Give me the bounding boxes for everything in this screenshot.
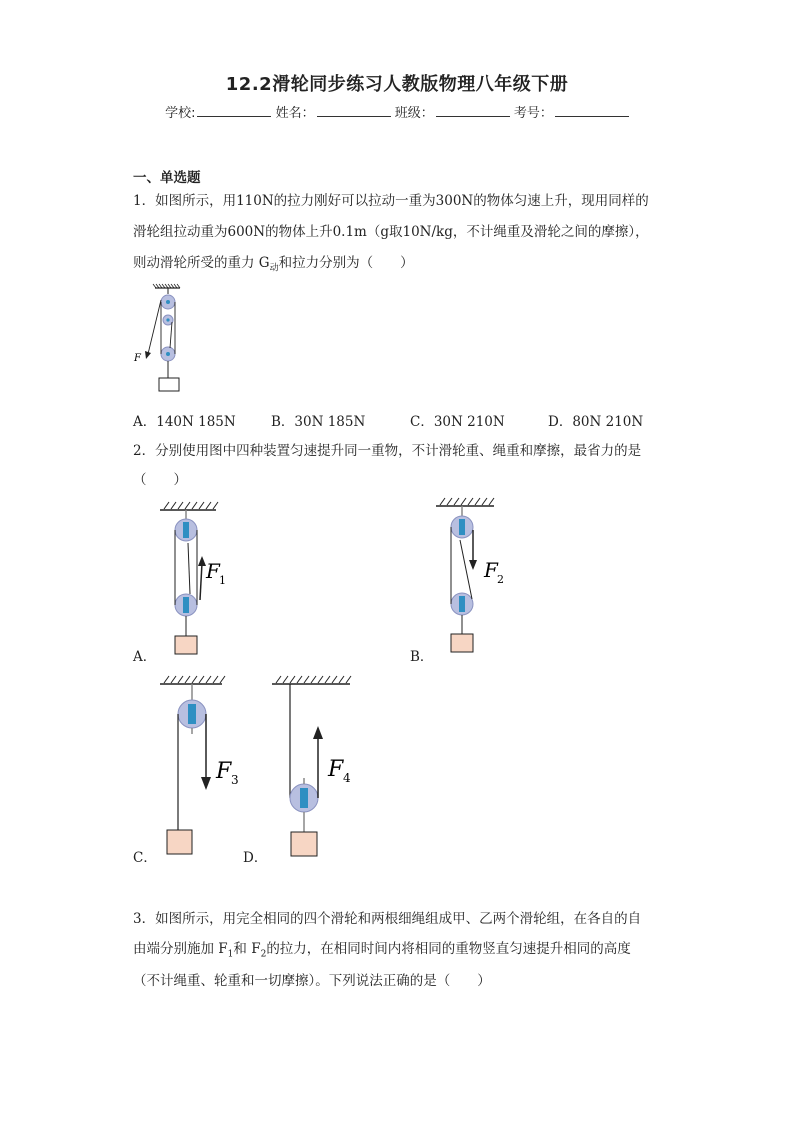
q2c-weight-box	[167, 830, 192, 854]
q2d-force-sub: 4	[343, 771, 351, 785]
q1-option-a[interactable]: A．140N 185N	[133, 414, 236, 430]
q3-line-2	[133, 940, 631, 964]
q2a-weight-box	[175, 636, 197, 654]
school-blank[interactable]	[197, 104, 271, 117]
q1-option-d[interactable]: D．80N 210N	[548, 414, 644, 430]
q2-option-b[interactable]: B．	[410, 649, 434, 665]
class-blank[interactable]	[436, 104, 510, 117]
q2a-force-sub: 1	[219, 574, 226, 587]
q2-line-1: 2．分别使用图中四种装置匀速提升同一重物，不计滑轮重、绳重和摩擦，最省力的是	[133, 443, 642, 459]
q1-force-label: F	[134, 353, 141, 364]
q1-weight-box	[159, 378, 179, 391]
q2b-weight-box	[451, 634, 473, 652]
q2d-weight-box	[291, 832, 317, 856]
q2-figure-c	[150, 670, 250, 860]
q2-line-2: （ ）	[133, 472, 187, 488]
q1-option-c[interactable]: C．30N 210N	[410, 414, 505, 430]
school-label: 学校:	[165, 106, 196, 121]
q1-option-b[interactable]: B．30N 185N	[271, 414, 366, 430]
q2-figure-d	[268, 670, 368, 860]
q3-line-2-c: 的拉力，在相同时间内将相同的重物竖直匀速提升相同的高度	[266, 941, 631, 957]
exam-number-label: 考号：	[513, 106, 553, 121]
class-label: 班级：	[394, 106, 434, 121]
q1-line-2: 滑轮组拉动重为600N的物体上升0.1m（g取10N/kg，不计绳重及滑轮之间的摩擦），	[133, 224, 649, 240]
q3-f2-sub: 2	[260, 949, 267, 960]
q3-line-1: 3．如图所示，用完全相同的四个滑轮和两根细绳组成甲、乙两个滑轮组，在各自的自	[133, 911, 642, 927]
q2b-force-sub: 2	[497, 573, 504, 586]
q3-line-2-b: 和 F	[233, 941, 261, 957]
q1-line-3-sub: 动	[269, 263, 279, 274]
name-blank[interactable]	[317, 104, 391, 117]
q1-line-3	[133, 254, 414, 278]
page-title: 12.2滑轮同步练习人教版物理八年级下册	[225, 74, 569, 95]
q1-line-3-post: 和拉力分别为（ ）	[278, 255, 414, 271]
q3-line-3: （不计绳重、轮重和一切摩擦）。下列说法正确的是（ ）	[133, 973, 491, 989]
q2c-force-sub: 3	[231, 773, 239, 787]
name-label: 姓名：	[275, 106, 315, 121]
q2d-force-letter: F	[328, 757, 344, 782]
q1-line-3-pre: 则动滑轮所受的重力 G	[133, 255, 270, 271]
q2a-force-letter: F	[206, 559, 220, 583]
q2c-force-letter: F	[216, 759, 232, 784]
q2-option-d[interactable]: D．	[243, 850, 268, 866]
q2-figure-a	[150, 498, 245, 658]
q1-pulley-figure	[128, 282, 188, 400]
q2-option-a[interactable]: A．	[133, 649, 157, 665]
student-info-row	[0, 102, 794, 121]
q2-option-c[interactable]: C．	[133, 850, 157, 866]
q2b-force-letter: F	[484, 558, 498, 582]
q2-figure-b	[430, 492, 525, 657]
section-heading: 一、单选题	[133, 170, 201, 186]
q1-line-1: 1．如图所示，用110N的拉力刚好可以拉动一重为300N的物体匀速上升，现用同样的	[133, 193, 649, 209]
q3-line-2-a: 由端分别施加 F	[133, 941, 228, 957]
q3-f1-sub: 1	[227, 949, 234, 960]
exam-number-blank[interactable]	[555, 104, 629, 117]
